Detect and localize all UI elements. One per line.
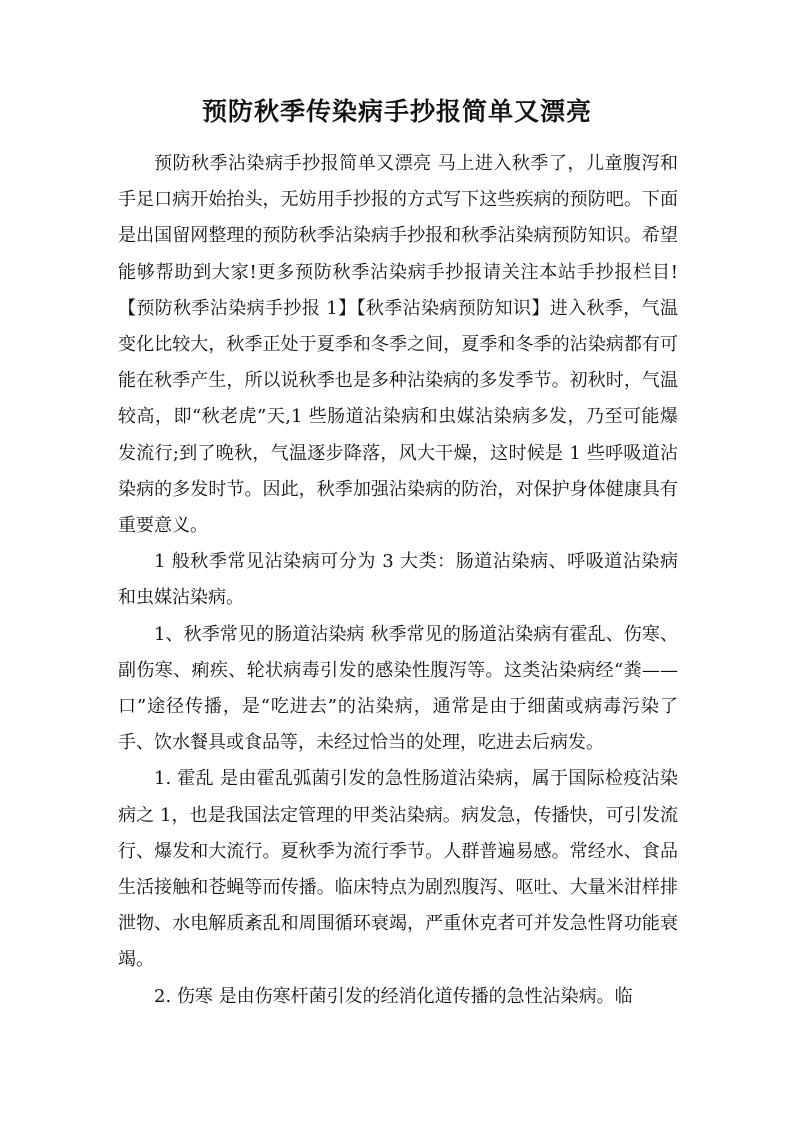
paragraph-typhoid: 2. 伤寒 是由伤寒杆菌引发的经消化道传播的急性沾染病。临 [154,985,633,1007]
document-body [118,146,678,1015]
paragraph-intestinal: 1、秋季常见的肠道沾染病 秋季常见的肠道沾染病有霍乱、伤寒、副伤寒、痢疾、轮状病毒引发的感染性腹泻等。这类沾染病经“粪—— 口”途径传播，是“吃进去”的沾染病，通常是由于细菌或病毒污染了手、饮水餐具或食品等，未经过恰当的处理，吃进去后病发。 [118,623,678,754]
paragraph-cholera: 1. 霍乱 是由霍乱弧菌引发的急性肠道沾染病，属于国际检疫沾染病之 1，也是我国法定管理的甲类沾染病。病发急，传播快，可引发流行、爆发和大流行。夏秋季为流行季节。人群普遍易感。常经水、食品生活接触和苍蝇等而传播。临床特点为剧烈腹泻、呕吐、大量米泔样排泄物、水电解质紊乱和周围循环衰竭，严重休克者可并发急性肾功能衰竭。 [118,768,678,971]
paragraph-categories: 1 般秋季常见沾染病可分为 3 大类：肠道沾染病、呼吸道沾染病和虫媒沾染病。 [118,551,678,609]
paragraph-intro: 预防秋季沾染病手抄报简单又漂亮 马上进入秋季了，儿童腹泻和手足口病开始抬头，无妨用手抄报的方式写下这些疾病的预防吧。下面是出国留网整理的预防秋季沾染病手抄报和秋季沾染病预防知识。希望能够帮助到大家!更多预防秋季沾染病手抄报请关注本站手抄报栏目!【预防秋季沾染病手抄报 1】【秋季沾染病预防知识】进入秋季，气温变化比较大，秋季正处于夏季和冬季之间，夏季和冬季的沾染病都有可能在秋季产生，所以说秋季也是多种沾染病的多发季节。初秋时，气温较高，即“秋老虎”天,1 些肠道沾染病和虫媒沾染病多发，乃至可能爆发流行;到了晚秋，气温逐步降落，风大干燥，这时候是 1 些呼吸道沾染病的多发时节。因此，秋季加强沾染病的防治，对保护身体健康具有重要意义。 [118,153,678,537]
document-title: 预防秋季传染病手抄报简单又漂亮 [201,97,592,126]
